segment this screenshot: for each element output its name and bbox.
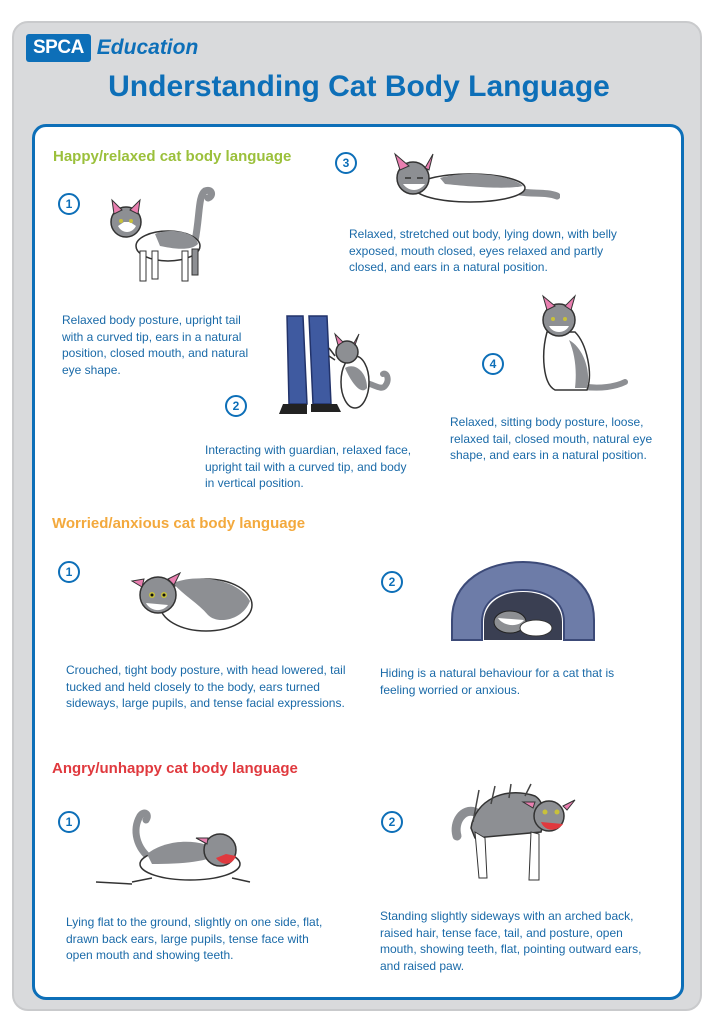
happy-item-3-description: Relaxed, stretched out body, lying down, with belly exposed, mouth closed, eyes relaxed and partly closed, and ears in a natural position. (349, 227, 617, 274)
crouched-cat-illustration (128, 565, 258, 635)
happy-item-4-description: Relaxed, sitting body posture, loose, relaxed tail, closed mouth, natural eye shape, and ears in a natural position. (450, 415, 653, 462)
happy-item-4-number: 4 (482, 353, 504, 375)
sitting-cat-illustration (525, 294, 635, 398)
arched-angry-cat-illustration (445, 782, 580, 888)
angry-item-2-description: Standing slightly sideways with an arched back, raised hair, tense face, tail, and posture, open mouth, showing teeth, flat, pointing outward ears, and raised paw. (380, 909, 642, 973)
worried-item-1-number: 1 (58, 561, 80, 583)
worried-item-2-number: 2 (381, 571, 403, 593)
spca-logo (26, 32, 198, 64)
happy-section-heading: Happy/relaxed cat body language (53, 148, 292, 165)
angry-item-2-number: 2 (381, 811, 403, 833)
worried-item-2-description: Hiding is a natural behaviour for a cat that is feeling worried or anxious. (380, 666, 615, 697)
happy-item-2-description: Interacting with guardian, relaxed face, upright tail with a curved tip, and body in vertical position. (205, 443, 412, 490)
happy-item-1-description: Relaxed body posture, upright tail with a curved tip, ears in a natural position, closed mouth, and natural eye shape. (62, 313, 249, 377)
angry-item-1-number: 1 (58, 811, 80, 833)
happy-item-2-number: 2 (225, 395, 247, 417)
lying-cat-illustration (385, 148, 560, 210)
cat-with-guardian-illustration (275, 312, 400, 422)
happy-item-3-number: 3 (335, 152, 357, 174)
page-title: Understanding Cat Body Language (108, 70, 610, 103)
angry-section-heading: Angry/unhappy cat body language (52, 760, 298, 777)
logo-mark: SPCA (26, 34, 91, 62)
happy-item-1-number: 1 (58, 193, 80, 215)
angry-item-1-description: Lying flat to the ground, slightly on one side, flat, drawn back ears, large pupils, tense face with open mouth and showing teeth. (66, 915, 323, 962)
worried-item-1-description: Crouched, tight body posture, with head lowered, tail tucked and held closely to the body, ears turned sideways, large pupils, and tense facial expressions. (66, 663, 346, 710)
logo-text: Education (96, 36, 199, 59)
worried-section-heading: Worried/anxious cat body language (52, 515, 306, 532)
flat-angry-cat-illustration (92, 808, 257, 890)
standing-cat-illustration (100, 186, 220, 292)
hiding-cat-illustration (448, 560, 598, 642)
